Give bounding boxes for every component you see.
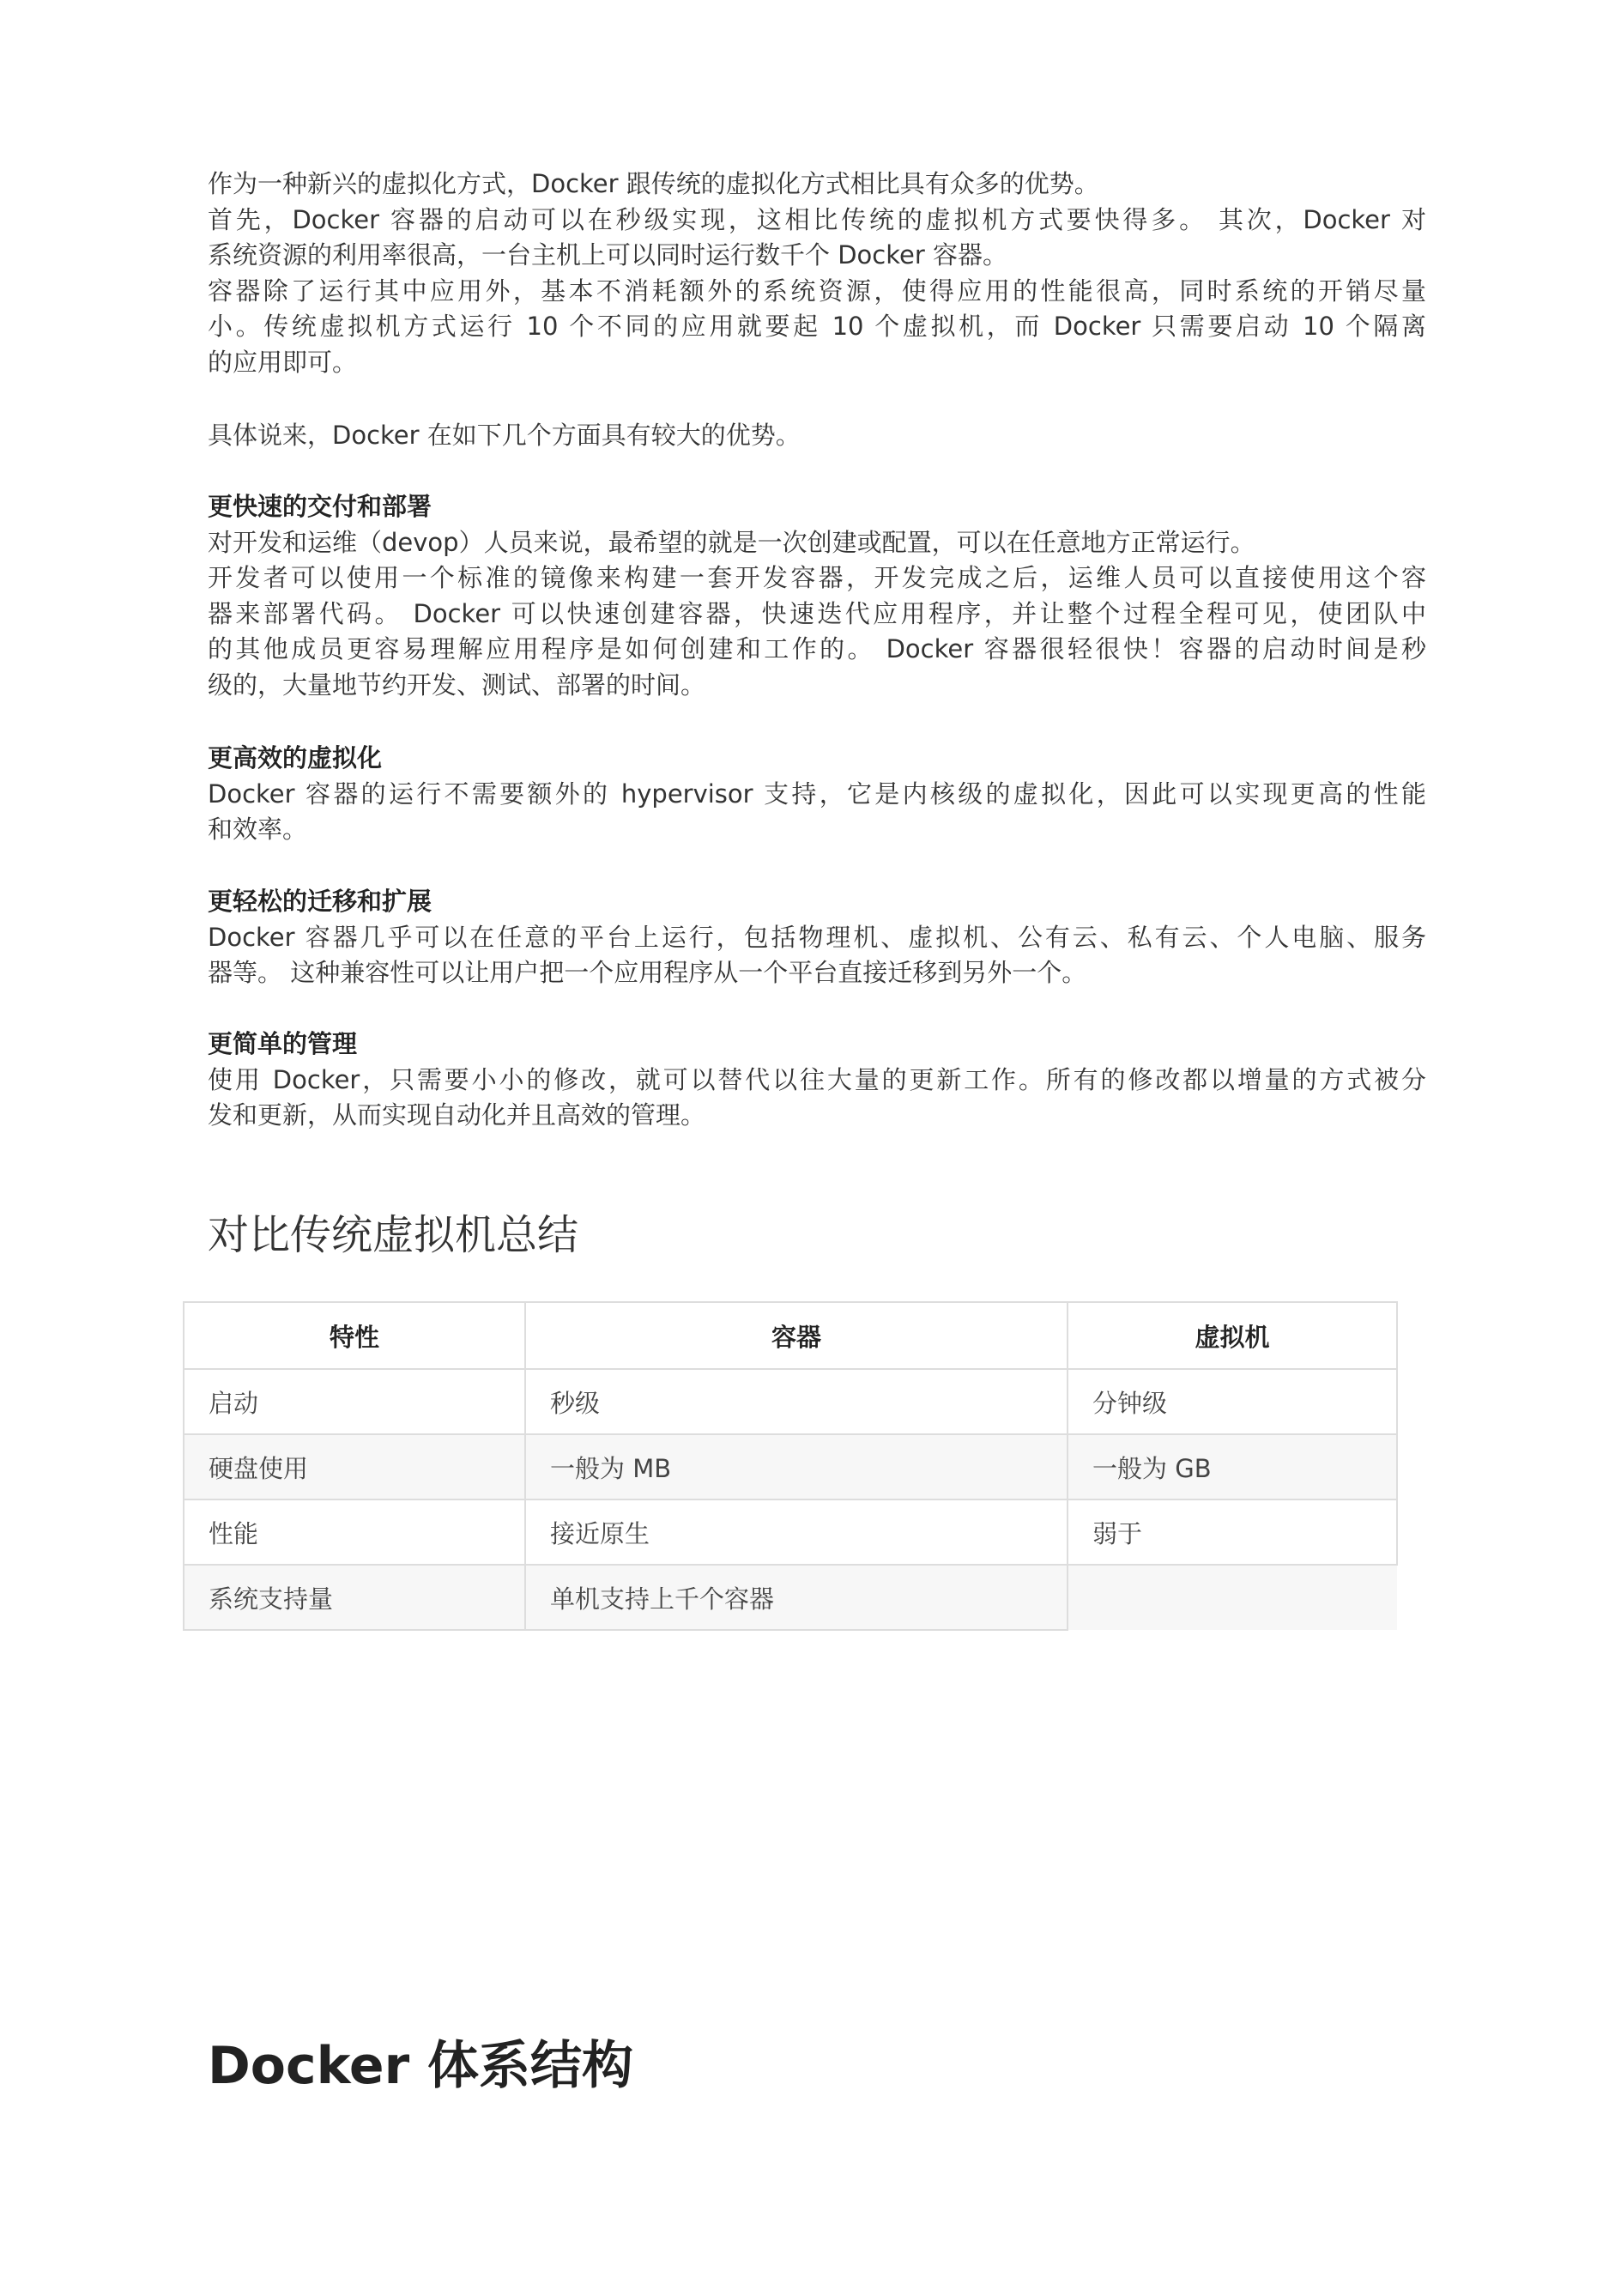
section-efficient-virtualization bbox=[208, 741, 1426, 848]
text-line: 和效率。 bbox=[208, 815, 308, 845]
text-line: 器等。 这种兼容性可以让用户把一个应用程序从一个平台直接迁移到另外一个。 bbox=[208, 958, 1087, 988]
text-line: 的应用即可。 bbox=[208, 347, 358, 377]
text-line: 作为一种新兴的虚拟化方式，Docker 跟传统的虚拟化方式相比具有众多的优势。 bbox=[208, 169, 1099, 198]
header-vm: 虚拟机 bbox=[1068, 1302, 1397, 1369]
table-cell: 一般为 GB bbox=[1068, 1434, 1397, 1499]
architecture-heading: Docker 体系结构 bbox=[208, 2036, 634, 2096]
comparison-table bbox=[183, 1301, 1398, 1631]
section-management bbox=[208, 1027, 1426, 1134]
summary-paragraph bbox=[208, 418, 1426, 454]
table-cell: 性能 bbox=[184, 1499, 525, 1565]
table-cell: 接近原生 bbox=[525, 1499, 1068, 1565]
table-row bbox=[184, 1434, 1397, 1499]
text-line: 系统资源的利用率很高，一台主机上可以同时运行数千个 Docker 容器。 bbox=[208, 240, 1007, 270]
text-line: 器来部署代码。 Docker 可以快速创建容器，快速迭代应用程序，并让整个过程全程可见，使团队中 bbox=[208, 598, 1426, 628]
table-cell: 秒级 bbox=[525, 1369, 1068, 1434]
text-line: 级的，大量地节约开发、测试、部署的时间。 bbox=[208, 669, 706, 700]
text-line: 小。传统虚拟机方式运行 10 个不同的应用就要起 10 个虚拟机，而 Docker 只需要启动 10 个隔离 bbox=[208, 312, 1426, 342]
table-cell: 启动 bbox=[184, 1369, 525, 1434]
intro-paragraph bbox=[208, 167, 1426, 381]
table-cell: 分钟级 bbox=[1068, 1369, 1397, 1434]
comparison-heading: 对比传统虚拟机总结 bbox=[208, 1211, 579, 1259]
section-heading: 更简单的管理 bbox=[208, 1029, 358, 1058]
table-row bbox=[184, 1499, 1397, 1565]
text-line: 开发者可以使用一个标准的镜像来构建一套开发容器，开发完成之后，运维人员可以直接使用这个容 bbox=[208, 563, 1426, 593]
header-feature: 特性 bbox=[184, 1302, 525, 1369]
section-heading: 更轻松的迁移和扩展 bbox=[208, 887, 432, 916]
table-cell-empty bbox=[1068, 1565, 1397, 1630]
table-cell: 弱于 bbox=[1068, 1499, 1397, 1565]
table-cell: 硬盘使用 bbox=[184, 1434, 525, 1499]
table-cell: 一般为 MB bbox=[525, 1434, 1068, 1499]
text-line: 发和更新，从而实现自动化并且高效的管理。 bbox=[208, 1100, 706, 1130]
text-line: Docker 容器几乎可以在任意的平台上运行，包括物理机、虚拟机、公有云、私有云、个人电脑、服务 bbox=[208, 922, 1426, 952]
section-heading: 更快速的交付和部署 bbox=[208, 492, 432, 521]
table-header-row bbox=[184, 1302, 1397, 1369]
text-line: 容器除了运行其中应用外，基本不消耗额外的系统资源，使得应用的性能很高，同时系统的开销尽量 bbox=[208, 276, 1426, 306]
text-line: 使用 Docker，只需要小小的修改，就可以替代以往大量的更新工作。所有的修改都以增量的方式被分 bbox=[208, 1064, 1426, 1094]
table-cell: 系统支持量 bbox=[184, 1565, 525, 1630]
header-container: 容器 bbox=[525, 1302, 1068, 1369]
table-cell: 单机支持上千个容器 bbox=[525, 1565, 1068, 1630]
table-row bbox=[184, 1369, 1397, 1434]
text-line: 首先，Docker 容器的启动可以在秒级实现，这相比传统的虚拟机方式要快得多。 其次，Docker 对 bbox=[208, 204, 1426, 234]
text-line: 的其他成员更容易理解应用程序是如何创建和工作的。 Docker 容器很轻很快！容器的启动时间是秒 bbox=[208, 634, 1426, 664]
section-migration bbox=[208, 884, 1426, 991]
section-fast-delivery bbox=[208, 489, 1426, 704]
text-line: 具体说来，Docker 在如下几个方面具有较大的优势。 bbox=[208, 421, 801, 450]
text-line: Docker 容器的运行不需要额外的 hypervisor 支持，它是内核级的虚拟化，因此可以实现更高的性能 bbox=[208, 778, 1426, 809]
table-row bbox=[184, 1565, 1397, 1630]
text-line: 对开发和运维（devop）人员来说，最希望的就是一次创建或配置，可以在任意地方正常运行。 bbox=[208, 527, 1255, 557]
section-heading: 更高效的虚拟化 bbox=[208, 743, 383, 772]
